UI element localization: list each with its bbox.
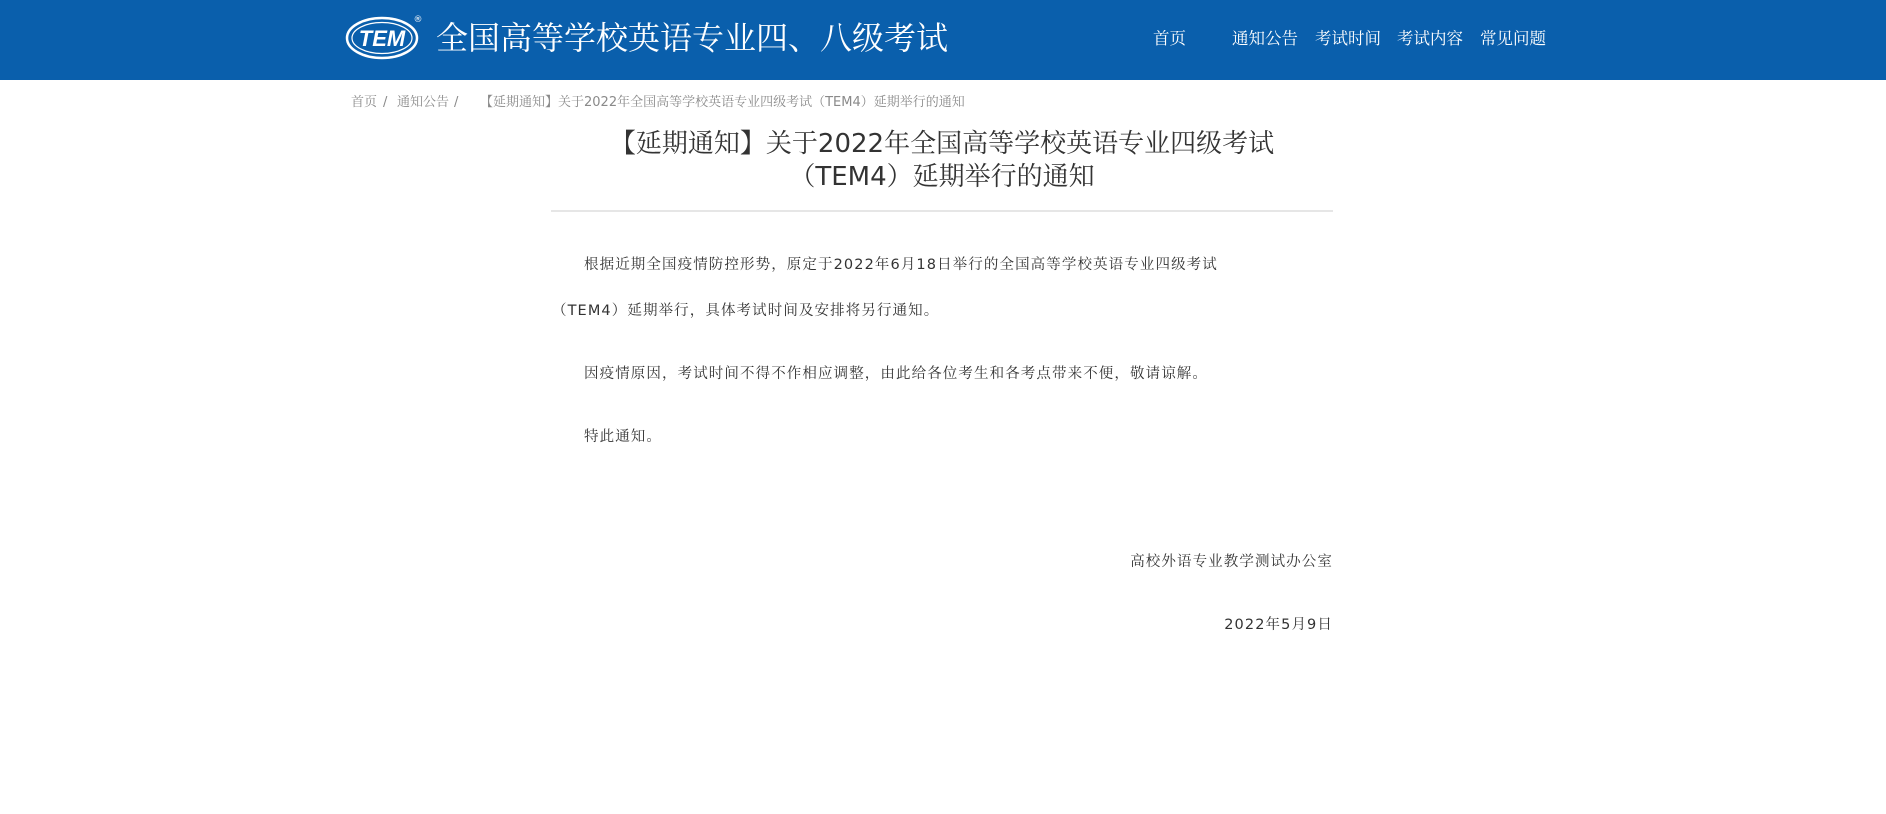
nav-exam-time[interactable]: 考试时间 <box>1315 29 1381 48</box>
breadcrumb-home[interactable]: 首页 <box>351 95 378 110</box>
tem-logo[interactable] <box>345 12 423 60</box>
nav-exam-content[interactable]: 考试内容 <box>1397 29 1463 48</box>
title-divider <box>551 210 1333 212</box>
breadcrumb-separator: / <box>383 95 388 110</box>
paragraph-1-line1: 根据近期全国疫情防控形势，原定于2022年6月18日举行的全国高等学校英语专业四级考试 <box>584 257 1218 273</box>
nav-home[interactable]: 首页 <box>1153 29 1186 48</box>
logo-text: TEM <box>358 26 406 51</box>
breadcrumb-separator: / <box>454 95 459 110</box>
nav-faq[interactable]: 常见问题 <box>1480 29 1546 48</box>
paragraph-3: 特此通知。 <box>584 429 662 445</box>
breadcrumb-current: 【延期通知】关于2022年全国高等学校英语专业四级考试（TEM4）延期举行的通知 <box>480 95 965 110</box>
site-header <box>0 0 1886 80</box>
paragraph-2: 因疫情原因，考试时间不得不作相应调整，由此给各位考生和各考点带来不便，敬请谅解。 <box>584 366 1208 382</box>
breadcrumb-notices[interactable]: 通知公告 <box>397 95 450 110</box>
signature: 高校外语专业教学测试办公室 <box>1130 554 1333 570</box>
article-title-line1: 【延期通知】关于2022年全国高等学校英语专业四级考试 <box>609 129 1275 159</box>
site-title: 全国高等学校英语专业四、八级考试 <box>436 19 949 57</box>
article-title <box>551 128 1333 194</box>
registered-mark: ® <box>413 15 423 25</box>
paragraph-1-line2: （TEM4）延期举行，具体考试时间及安排将另行通知。 <box>552 303 940 319</box>
notice-date: 2022年5月9日 <box>1224 617 1333 633</box>
nav-notices[interactable]: 通知公告 <box>1232 29 1298 48</box>
article-title-line2: （TEM4）延期举行的通知 <box>789 162 1095 192</box>
